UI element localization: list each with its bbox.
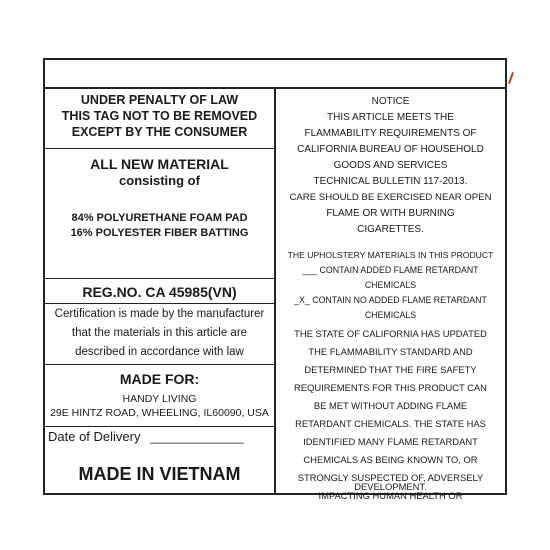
state-line-4: REQUIREMENTS FOR THIS PRODUCT CAN [294,382,487,393]
upholstery-line-3: CHEMICALS [364,280,417,290]
certification-line-3: described in accordance with law [75,346,244,358]
notice-line-6: TECHNICAL BULLETIN 117-2013. [313,176,468,187]
material-subtitle: consisting of [119,173,200,188]
country-of-origin: MADE IN VIETNAM [78,464,241,484]
left-column [45,89,274,493]
state-line-2: THE FLAMMABILITY STANDARD AND [308,346,473,357]
tag-border-top [43,58,507,60]
red-mark [508,72,514,84]
state-line-11: DEVELOPMENT. [354,481,427,492]
penalty-line-3: EXCEPT BY THE CONSUMER [71,125,248,139]
right-column [276,89,505,501]
penalty-line-2: THIS TAG NOT TO BE REMOVED [61,109,258,123]
state-line-3: DETERMINED THAT THE FIRE SAFETY [304,364,477,375]
upholstery-line-2: ___ CONTAIN ADDED FLAME RETARDANT [302,265,479,275]
state-line-8: CHEMICALS AS BEING KNOWN TO, OR [303,454,478,465]
tag-border-right [505,58,507,495]
notice-line-9: CIGARETTES. [357,224,424,235]
upholstery-line-1: THE UPHOLSTERY MATERIALS IN THIS PRODUCT [287,250,494,260]
penalty-line-1: UNDER PENALTY OF LAW [80,93,239,107]
notice-line-3: FLAMMABILITY REQUIREMENTS OF [304,128,477,139]
state-line-5: BE MET WITHOUT ADDING FLAME [313,400,468,411]
state-line-9: STRONGLY SUSPECTED OF, ADVERSELY [297,472,484,483]
material-title: ALL NEW MATERIAL [90,156,229,172]
state-line-7: IDENTIFIED MANY FLAME RETARDANT [303,436,478,447]
delivery-blank: ______________ [150,430,244,444]
notice-line-1: NOTICE [371,96,410,107]
notice-line-7: CARE SHOULD BE EXERCISED NEAR OPEN [289,192,492,203]
state-line-1: THE STATE OF CALIFORNIA HAS UPDATED [294,328,487,339]
state-line-6: RETARDANT CHEMICALS. THE STATE HAS [295,418,486,429]
content-line-1: 84% POLYURETHANE FOAM PAD [71,212,248,224]
notice-line-2: THIS ARTICLE MEETS THE [327,112,454,123]
notice-line-5: GOODS AND SERVICES [333,160,448,171]
upholstery-line-4: _X_ CONTAIN NO ADDED FLAME RETARDANT [294,295,487,305]
company-name: HANDY LIVING [122,393,197,405]
certification-line-1: Certification is made by the manufacturer [54,308,265,320]
delivery-row [48,429,272,444]
certification-line-2: that the materials in this article are [71,327,248,339]
made-for-title: MADE FOR: [119,371,200,387]
notice-line-4: CALIFORNIA BUREAU OF HOUSEHOLD [297,144,484,155]
delivery-label: Date of Delivery [48,429,141,444]
reg-number: REG.NO. CA 45985(VN) [82,284,237,300]
state-line-10: IMPACTING HUMAN HEALTH OR [318,490,463,501]
notice-line-8: FLAME OR WITH BURNING [326,208,455,219]
content-line-2: 16% POLYESTER FIBER BATTING [70,227,249,239]
upholstery-line-5: CHEMICALS [364,310,417,320]
company-address: 29E HINTZ ROAD, WHEELING, IL60090, USA [50,407,269,419]
